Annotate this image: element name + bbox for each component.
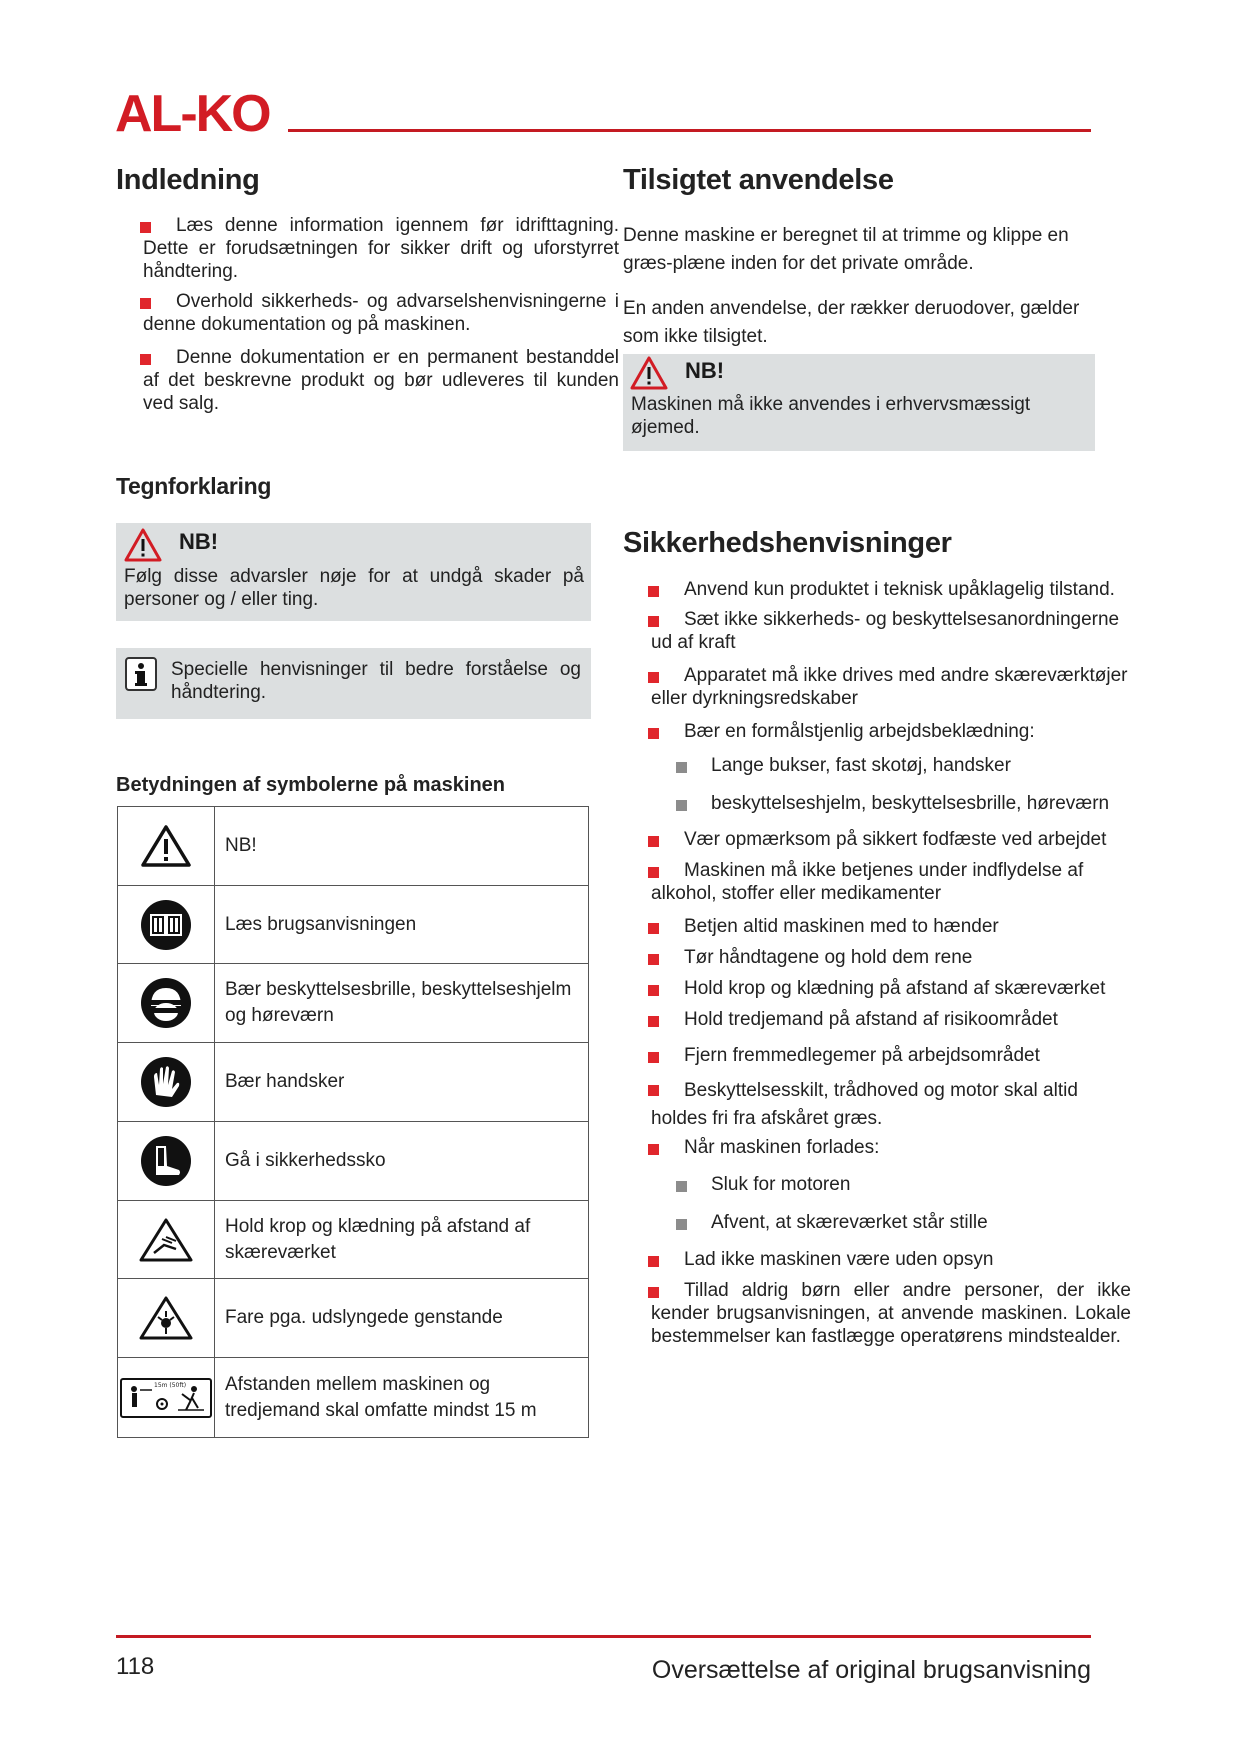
- symbol-text: Læs brugsanvisningen: [215, 886, 589, 964]
- table-row: [118, 807, 589, 886]
- symbols-table: [117, 806, 589, 1438]
- legend-warning-text: Følg disse advarsler nøje for at undgå skader på personer og / eller ting.: [124, 566, 584, 610]
- table-row: [118, 1122, 589, 1201]
- sub-bullet-marker: [676, 762, 687, 773]
- safety-title: Sikkerhedshenvisninger: [623, 527, 952, 559]
- intro-item-3: Denne dokumentation er en permanent bestanddel af det beskrevne produkt og bør udleveres til kunden ved salg.: [143, 347, 619, 414]
- intended-use-p1: Denne maskine er beregnet til at trimme og klippe en græs-plæne inden for det private område.: [623, 225, 1069, 274]
- cutting-hazard-icon: [118, 1201, 215, 1279]
- safety-item: Maskinen må ikke betjenes under indflydelse af alkohol, stoffer eller medikamenter: [651, 860, 1084, 904]
- safety-item: Betjen altid maskinen med to hænder: [684, 916, 999, 937]
- warning-triangle-icon: [118, 807, 215, 886]
- table-row: [118, 1201, 589, 1279]
- intended-use-note-box: [623, 354, 1095, 451]
- header-rule: [288, 129, 1091, 132]
- safety-distance-icon: [118, 1358, 215, 1438]
- warning-triangle-icon: [630, 356, 668, 390]
- safety-item: Fjern fremmedlegemer på arbejdsområdet: [684, 1045, 1040, 1066]
- symbol-text: NB!: [215, 807, 589, 886]
- page-number: 118: [116, 1653, 155, 1680]
- info-icon: [124, 656, 158, 692]
- table-row: [118, 1043, 589, 1122]
- legend-warning-title: NB!: [179, 529, 219, 554]
- legend-warning-box: [116, 523, 591, 621]
- safety-item: Bær en formålstjenlig arbejdsbeklædning:: [684, 721, 1035, 742]
- symbol-text: Gå i sikkerhedssko: [215, 1122, 589, 1201]
- safety-sub-item: beskyttelseshjelm, beskyttelsesbrille, høreværn: [711, 793, 1110, 814]
- sub-bullet-marker: [676, 1181, 687, 1192]
- safety-item: Sæt ikke sikkerheds- og beskyttelsesanordningerne ud af kraft: [651, 609, 1120, 653]
- safety-sub-item: Sluk for motoren: [711, 1174, 851, 1195]
- legend-info-box: [116, 648, 591, 719]
- safety-item: Lad ikke maskinen være uden opsyn: [684, 1249, 994, 1270]
- gloves-icon: [118, 1043, 215, 1122]
- safety-item: Anvend kun produktet i teknisk upåklagelig tilstand.: [684, 579, 1115, 600]
- symbol-text: Afstanden mellem maskinen og tredjemand skal omfatte mindst 15 m: [215, 1358, 589, 1438]
- legend-title: Tegnforklaring: [116, 473, 272, 499]
- alko-logo: AL-KO: [115, 85, 270, 143]
- safety-item: Hold tredjemand på afstand af risikoområdet: [684, 1009, 1058, 1030]
- symbol-text: Hold krop og klædning på afstand af skæreværket: [215, 1201, 589, 1279]
- safety-item: Når maskinen forlades:: [684, 1137, 880, 1158]
- symbols-title: Betydningen af symbolerne på maskinen: [116, 774, 505, 796]
- footer-title: Oversættelse af original brugsanvisning: [651, 1656, 1091, 1684]
- legend-info-text: Specielle henvisninger til bedre forståelse og håndtering.: [171, 659, 581, 703]
- intended-use-note-text: Maskinen må ikke anvendes i erhvervsmæssigt øjemed.: [631, 394, 1031, 438]
- symbol-text: Bær beskyttelsesbrille, beskyttelseshjelm og høreværn: [215, 964, 589, 1043]
- intended-use-p2: En anden anvendelse, der rækker deruodover, gælder som ikke tilsigtet.: [623, 298, 1080, 347]
- safety-item: Beskyttelsesskilt, trådhoved og motor skal altid holdes fri fra afskåret græs.: [651, 1080, 1078, 1129]
- intended-use-note-title: NB!: [685, 358, 725, 383]
- symbol-text: Bær handsker: [215, 1043, 589, 1122]
- safety-item: Hold krop og klædning på afstand af skæreværket: [684, 978, 1106, 999]
- warning-triangle-icon: [124, 528, 162, 562]
- safety-sub-item: Afvent, at skæreværket står stille: [711, 1212, 988, 1233]
- thrown-objects-icon: [118, 1279, 215, 1358]
- intro-item-1: Læs denne information igennem før idrifttagning. Dette er forudsætningen for sikker drift og uforstyrret håndtering.: [143, 215, 619, 282]
- safety-item: Apparatet må ikke drives med andre skæreværktøjer eller dyrkningsredskaber: [651, 665, 1128, 709]
- intro-item-2: Overhold sikkerheds- og advarselshenvisningerne i denne dokumentation og på maskinen.: [143, 291, 619, 335]
- read-manual-icon: [118, 886, 215, 964]
- table-row: [118, 1358, 589, 1438]
- table-row: [118, 1279, 589, 1358]
- safety-item: Tillad aldrig børn eller andre personer, der ikke kender brugsanvisningen, at anvende maskinen. Lokale bestemmelser kan fastlægge operatørens mindstealder.: [651, 1280, 1131, 1347]
- intended-use-title: Tilsigtet anvendelse: [623, 164, 894, 196]
- sub-bullet-marker: [676, 800, 687, 811]
- safety-item: Vær opmærksom på sikkert fodfæste ved arbejdet: [684, 829, 1107, 850]
- protective-gear-icon: [118, 964, 215, 1043]
- safety-item: Tør håndtagene og hold dem rene: [684, 947, 973, 968]
- safety-distance-label: 15m (50ft): [154, 1381, 187, 1389]
- safety-boots-icon: [118, 1122, 215, 1201]
- table-row: [118, 964, 589, 1043]
- table-row: [118, 886, 589, 964]
- intro-title: Indledning: [116, 164, 260, 196]
- safety-sub-item: Lange bukser, fast skotøj, handsker: [711, 755, 1011, 776]
- sub-bullet-marker: [676, 1219, 687, 1230]
- symbol-text: Fare pga. udslyngede genstande: [215, 1279, 589, 1358]
- footer-rule: [116, 1635, 1091, 1638]
